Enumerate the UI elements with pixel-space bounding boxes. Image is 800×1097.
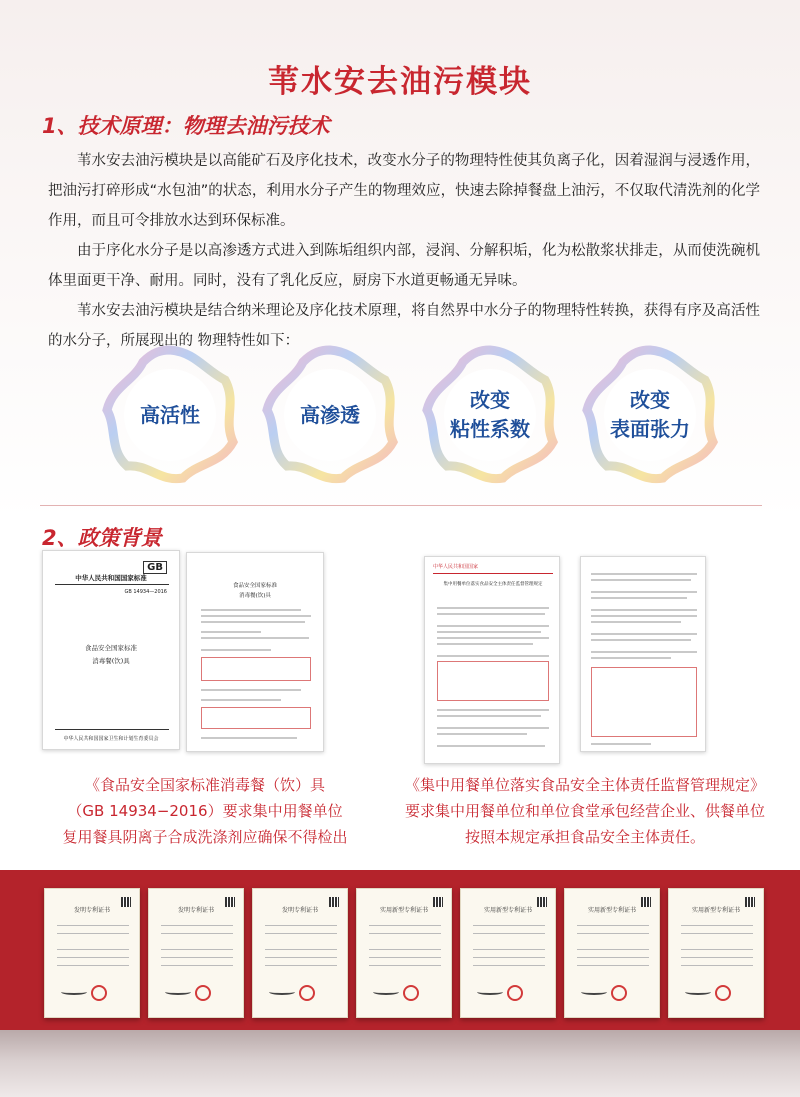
section1-paragraph-3: 苇水安去油污模块是结合纳米理论及序化技术原理，将自然界中水分子的物理特性转换，获得有序及高活性的水分子，所展现出的 物理特性如下： [48, 303, 760, 349]
patent-certificate [252, 888, 348, 1018]
signature-icon [165, 989, 191, 995]
section1-heading: 1、技术原理：物理去油污技术 [42, 114, 330, 138]
text-line [473, 933, 545, 934]
text-line [201, 689, 301, 691]
badge-label: 高渗透 [300, 402, 360, 427]
certificate-title: 发明专利证书 [281, 907, 318, 914]
text-line [437, 607, 549, 609]
text-line [437, 745, 545, 747]
text-line [265, 933, 337, 934]
seal-icon [403, 985, 419, 1001]
text-line [681, 925, 753, 926]
text-line [681, 933, 753, 934]
doc-issuer: 中华人民共和国国家卫生和计划生育委员会 [63, 736, 159, 742]
text-line [577, 925, 649, 926]
text-line [473, 965, 545, 966]
text-line [591, 657, 671, 659]
text-line [577, 933, 649, 934]
text-line [201, 615, 311, 617]
text-line [577, 949, 649, 950]
highlighted-paragraph [591, 667, 697, 737]
text-line [681, 957, 753, 958]
text-line [57, 957, 129, 958]
text-line [161, 933, 233, 934]
text-line [591, 651, 697, 653]
text-line [265, 957, 337, 958]
rule [433, 573, 553, 574]
certificate-title: 实用新型专利证书 [587, 907, 636, 914]
bottom-background [0, 1030, 800, 1097]
signature-icon [581, 989, 607, 995]
doc-std-subtitle: 消毒餐(饮)具 [92, 657, 130, 665]
text-line [591, 591, 697, 593]
text-line [577, 965, 649, 966]
doc-org: 中华人民共和国国家 [433, 564, 479, 570]
text-line [437, 643, 533, 645]
text-line [437, 733, 527, 735]
caption-line: 按照本规定承担食品安全主体责任。 [464, 828, 705, 846]
seal-icon [715, 985, 731, 1001]
doc-code: GB 14934—2016 [124, 589, 167, 595]
section2-heading: 2、政策背景 [42, 526, 162, 550]
utility-model-certificate [460, 888, 556, 1018]
text-line [201, 737, 297, 739]
seal-icon [299, 985, 315, 1001]
text-line [369, 957, 441, 958]
rule [55, 584, 169, 585]
text-line [201, 621, 305, 623]
badge-label: 改变 [470, 388, 510, 412]
text-line [437, 637, 549, 639]
text-line [201, 637, 309, 639]
highlighted-table [201, 707, 311, 729]
text-line [681, 965, 753, 966]
text-line [57, 965, 129, 966]
badge-high-penetration [255, 340, 405, 490]
text-line [57, 949, 129, 950]
gb-logo: GB [143, 561, 167, 574]
signature-icon [269, 989, 295, 995]
seal-icon [507, 985, 523, 1001]
text-line [591, 597, 687, 599]
text-line [591, 615, 697, 617]
text-line [591, 639, 691, 641]
doc-header: 中华人民共和国国家标准 [75, 574, 147, 582]
caption-line: （GB 14934−2016）要求集中用餐单位 [67, 802, 343, 820]
badge-label: 高活性 [140, 402, 200, 427]
signature-icon [685, 989, 711, 995]
text-line [577, 957, 649, 958]
doc-std-title: 食品安全国家标准 [85, 644, 137, 652]
regulation-document-page1 [424, 556, 560, 764]
caption-right [390, 772, 780, 850]
doc-title: 食品安全国家标准 [232, 583, 277, 589]
page-title: 苇水安去油污模块 [268, 64, 532, 100]
section1-paragraph-2: 由于序化水分子是以高渗透方式进入到陈垢组织内部，浸润、分解积垢，化为松散浆状排走，从而使洗碗机体里面更干净、耐用。同时，没有了乳化反应，厨房下水道更畅通无异味。 [48, 243, 760, 289]
signature-icon [61, 989, 87, 995]
text-line [591, 743, 651, 745]
certificate-title: 发明专利证书 [73, 907, 110, 914]
seal-icon [91, 985, 107, 1001]
text-line [437, 727, 549, 729]
caption-line: 《集中用餐单位落实食品安全主体责任监督管理规定》 [404, 776, 765, 794]
text-line [437, 631, 541, 633]
text-line [437, 613, 545, 615]
section1-paragraph-1: 苇水安去油污模块是以高能矿石及序化技术，改变水分子的物理特性使其负离子化，因着湿润与浸透作用，把油污打碎形成“水包油”的状态，利用水分子产生的物理效应，快速去除掉餐盘上油污，不仅取代清洗剂的化学作用，而且可令排放水达到环保标准。 [48, 153, 760, 229]
certificate-title: 实用新型专利证书 [691, 907, 740, 914]
caption-line: 《食品安全国家标准消毒餐（饮）具 [84, 776, 325, 794]
text-line [265, 965, 337, 966]
text-line [265, 925, 337, 926]
text-line [57, 933, 129, 934]
regulation-document-page2 [580, 556, 706, 752]
seal-icon [611, 985, 627, 1001]
caption-left [20, 772, 390, 850]
text-line [265, 949, 337, 950]
section-divider [40, 505, 762, 506]
doc-subtitle: 消毒餐(饮)具 [239, 593, 271, 599]
certificate-title: 发明专利证书 [177, 907, 214, 914]
text-line [473, 949, 545, 950]
badge-label: 粘性系数 [450, 417, 530, 441]
seal-icon [195, 985, 211, 1001]
text-line [591, 621, 681, 623]
badge-label: 表面张力 [610, 417, 690, 441]
text-line [201, 649, 271, 651]
text-line [473, 957, 545, 958]
text-line [161, 925, 233, 926]
text-line [161, 949, 233, 950]
text-line [201, 609, 301, 611]
certificate-title: 实用新型专利证书 [379, 907, 428, 914]
text-line [369, 933, 441, 934]
text-line [591, 609, 697, 611]
text-line [591, 579, 691, 581]
text-line [591, 573, 697, 575]
doc-title: 集中用餐单位落实食品安全主体责任监督管理规定 [443, 582, 543, 587]
text-line [473, 925, 545, 926]
text-line [57, 925, 129, 926]
text-line [161, 965, 233, 966]
highlighted-table [201, 657, 311, 681]
text-line [369, 965, 441, 966]
text-line [161, 957, 233, 958]
text-line [591, 633, 697, 635]
rule [55, 729, 169, 730]
patent-certificate [44, 888, 140, 1018]
badge-viscosity [415, 340, 565, 490]
badge-label: 改变 [630, 388, 670, 412]
text-line [437, 715, 541, 717]
utility-model-certificate [668, 888, 764, 1018]
signature-icon [373, 989, 399, 995]
standard-content-document [186, 552, 324, 752]
utility-model-certificate [564, 888, 660, 1018]
text-line [201, 699, 281, 701]
badge-surface-tension [575, 340, 725, 490]
text-line [681, 949, 753, 950]
text-line [369, 925, 441, 926]
certificate-title: 实用新型专利证书 [483, 907, 532, 914]
text-line [369, 949, 441, 950]
patent-certificate [148, 888, 244, 1018]
text-line [437, 625, 549, 627]
badge-high-activity [95, 340, 245, 490]
text-line [201, 631, 261, 633]
signature-icon [477, 989, 503, 995]
text-line [437, 709, 549, 711]
highlighted-paragraph [437, 661, 549, 701]
caption-line: 要求集中用餐单位和单位食堂承包经营企业、供餐单位 [404, 802, 765, 820]
standard-cover-document [42, 550, 180, 750]
text-line [437, 655, 549, 657]
caption-line: 复用餐具阴离子合成洗涤剂应确保不得检出 [62, 828, 348, 846]
utility-model-certificate [356, 888, 452, 1018]
